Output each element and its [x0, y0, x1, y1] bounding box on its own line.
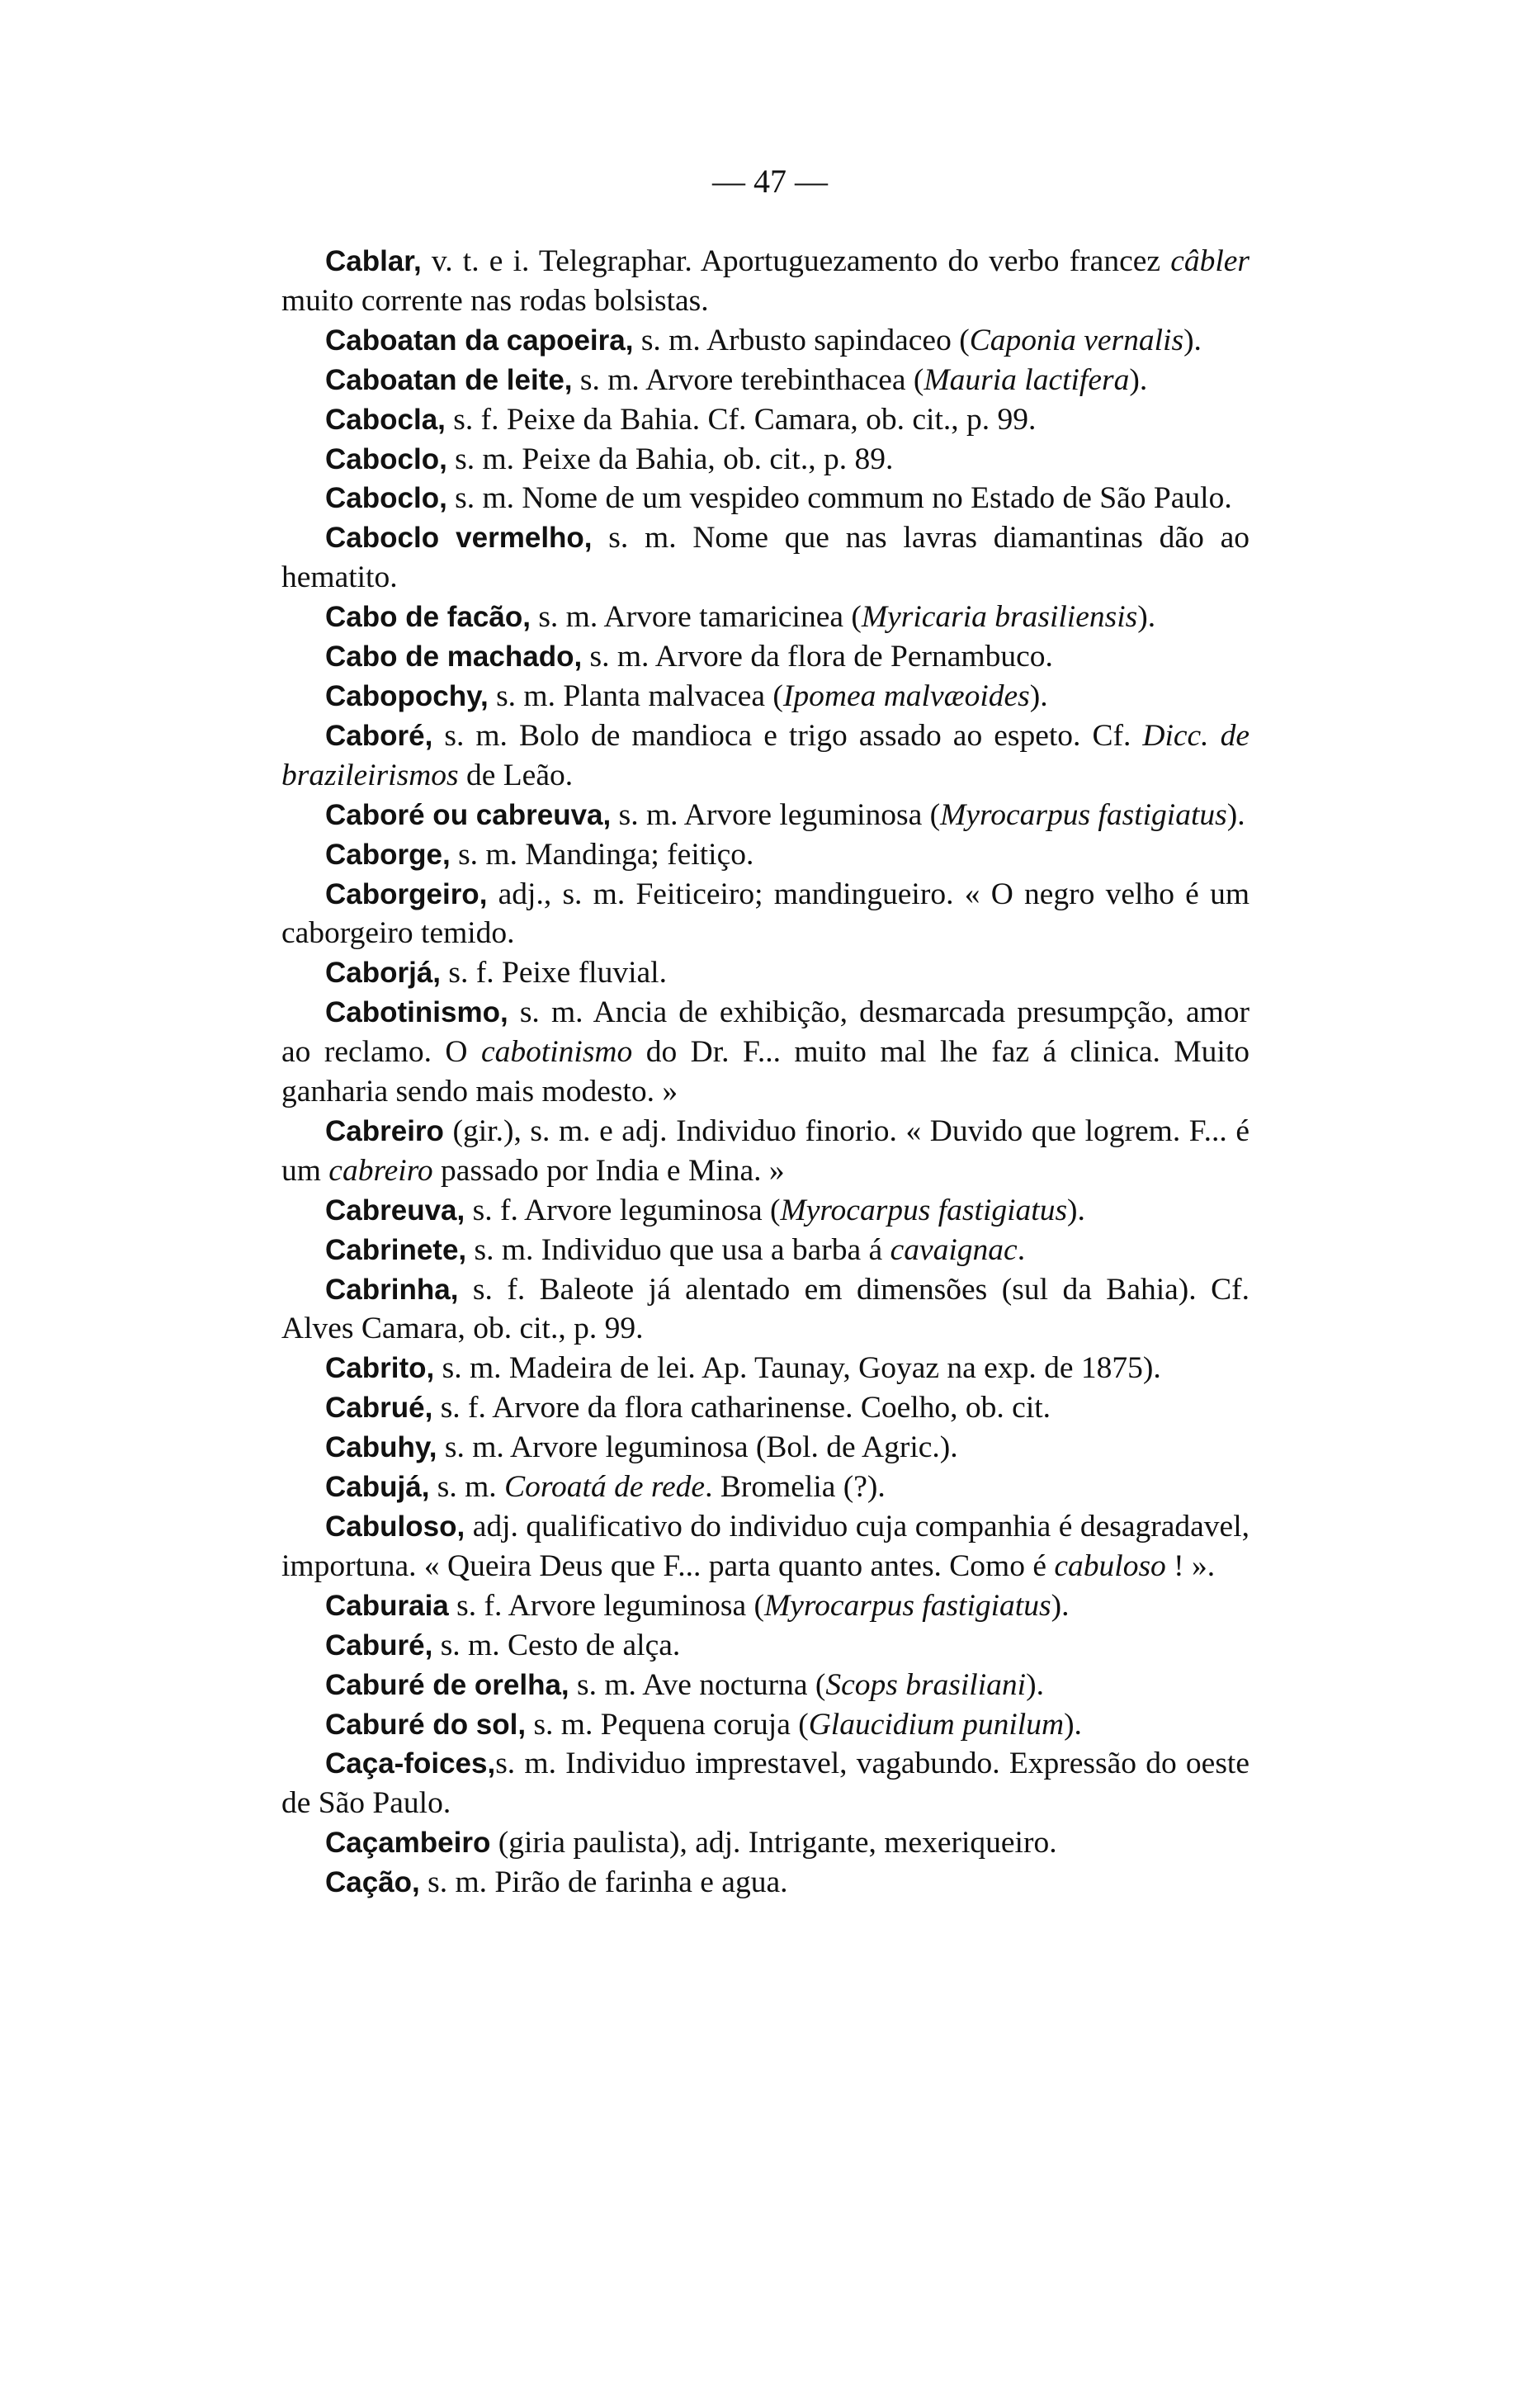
- entry-italic-term: Myrocarpus fastigiatus: [940, 797, 1227, 832]
- entry-definition-text: s. m. Arvore da flora de Pernambuco.: [582, 640, 1053, 674]
- entry-headword: Cabo de facão,: [325, 601, 531, 634]
- entry-italic-term: cabotinismo: [480, 1035, 633, 1070]
- entry-definition-text: passado por India e Mina. »: [432, 1153, 785, 1188]
- dictionary-entry: [281, 1586, 1249, 1626]
- entry-italic-term: Caponia vernalis: [969, 323, 1184, 357]
- entry-headword: Cação,: [325, 1866, 420, 1899]
- dictionary-entry: [281, 993, 1249, 1112]
- entry-headword: Caçambeiro: [325, 1827, 491, 1860]
- entry-definition-text: v. t. e i. Telegraphar. Aportuguezamento do verbo francez: [421, 244, 1171, 278]
- entry-italic-term: Ipomea malvæoides: [782, 678, 1030, 713]
- dictionary-entry: [281, 953, 1249, 993]
- dictionary-entry: [281, 440, 1249, 480]
- entry-headword: Caboclo,: [325, 442, 447, 475]
- entry-definition-text: (giria paulista), adj. Intrigante, mexeriqueiro.: [490, 1826, 1057, 1860]
- entry-italic-term: Myrocarpus fastigiatus: [780, 1193, 1068, 1227]
- entry-headword: Caboatan da capoeira,: [325, 324, 634, 357]
- entry-definition-text: ).: [1129, 362, 1148, 397]
- entry-definition-text: ).: [1226, 797, 1245, 832]
- dictionary-entry: [281, 1823, 1249, 1863]
- entry-definition-text: .: [1017, 1232, 1026, 1267]
- entry-headword: Cabreuva,: [325, 1194, 465, 1227]
- entry-italic-term: Coroatá de rede: [504, 1470, 706, 1505]
- entry-definition-text: s. f. Arvore leguminosa (: [465, 1193, 781, 1227]
- dictionary-entry: [281, 1349, 1249, 1388]
- dictionary-entry: [281, 1270, 1249, 1350]
- entry-definition-text: s. m. Nome que nas lavras diamantinas dão ao hematito.: [281, 521, 1249, 595]
- entry-italic-term: cavaignac: [890, 1232, 1018, 1267]
- entry-italic-term: Glaucidium punilum: [808, 1707, 1065, 1742]
- dictionary-entry: [281, 321, 1249, 361]
- entry-definition-text: ).: [1051, 1588, 1070, 1623]
- entry-definition-text: s. m. Individuo imprestavel, vagabundo. Expressão do oeste de São Paulo.: [281, 1747, 1249, 1821]
- entry-definition-text: do Dr. F... muito mal lhe faz á clinica. Muito ganharia sendo mais modesto. »: [281, 1035, 1249, 1109]
- entry-headword: Caça-foices,: [325, 1747, 496, 1780]
- entry-definition-text: s. m. Madeira de lei. Ap. Taunay, Goyaz na exp. de 1875).: [434, 1351, 1161, 1386]
- dictionary-entry: [281, 242, 1249, 321]
- dictionary-entry: [281, 677, 1249, 716]
- dictionary-entry: [281, 835, 1249, 875]
- entry-italic-term: Mauria lactifera: [924, 362, 1130, 397]
- entry-headword: Caburé,: [325, 1629, 433, 1662]
- dictionary-entry: [281, 518, 1249, 598]
- entry-definition-text: s. m. Ancia de exhibição, desmarcada presumpção, amor ao reclamo. O: [281, 995, 1249, 1070]
- entry-definition-text: s. m. Arvore leguminosa (: [611, 797, 941, 832]
- entry-italic-term: câbler: [1170, 244, 1249, 278]
- entry-headword: Cabocla,: [325, 403, 446, 436]
- entry-definition-text: s. m. Pirão de farinha e agua.: [419, 1865, 788, 1900]
- entry-headword: Cabrué,: [325, 1392, 433, 1425]
- entry-definition-text: adj. qualificativo do individuo cuja companhia é desagradavel, importuna. « Queira Deus que F... parta quanto antes. Como é: [281, 1510, 1249, 1583]
- dictionary-entry: [281, 1744, 1249, 1823]
- entry-definition-text: s. m. Pequena coruja (: [526, 1707, 809, 1742]
- dictionary-entry: [281, 796, 1249, 835]
- entry-definition-text: s. m. Individuo que usa a barba á: [466, 1232, 890, 1267]
- entry-definition-text: s. m.: [429, 1470, 505, 1505]
- entry-italic-term: Dicc. de brazileirismos: [281, 718, 1249, 792]
- entry-definition-text: adj., s. m. Feiticeiro; mandingueiro. « O negro velho é um caborgeiro temido.: [281, 877, 1249, 951]
- entry-definition-text: muito corrente nas rodas bolsistas.: [281, 283, 709, 318]
- dictionary-entry: [281, 400, 1249, 440]
- page-number: — 47 —: [712, 163, 828, 200]
- entry-headword: Caburé do sol,: [325, 1708, 527, 1741]
- entry-headword: Cabrito,: [325, 1352, 435, 1385]
- entry-italic-term: cabreiro: [328, 1153, 433, 1188]
- entry-definition-text: ).: [1183, 323, 1202, 357]
- dictionary-entry: [281, 716, 1249, 796]
- entry-definition-text: ).: [1067, 1193, 1085, 1227]
- entry-definition-text: ).: [1026, 1667, 1044, 1702]
- entry-definition-text: s. f. Baleote já alentado em dimensões (sul da Bahia). Cf. Alves Camara, ob. cit., p. 99.: [281, 1272, 1249, 1346]
- dictionary-entry: [281, 1705, 1249, 1745]
- dictionary-entry: [281, 1863, 1249, 1903]
- entry-definition-text: s. f. Peixe da Bahia. Cf. Camara, ob. cit., p. 99.: [445, 402, 1037, 437]
- entry-definition-text: s. m. Peixe da Bahia, ob. cit., p. 89.: [446, 442, 894, 476]
- entry-italic-term: cabuloso: [1054, 1548, 1166, 1583]
- dictionary-entry: [281, 1191, 1249, 1231]
- entry-headword: Caboclo,: [325, 482, 447, 515]
- entry-definition-text: s. f. Arvore da flora catharinense. Coelho, ob. cit.: [432, 1391, 1051, 1425]
- entry-headword: Caborge,: [325, 838, 451, 871]
- entry-definition-text: s. m. Cesto de alça.: [432, 1628, 681, 1662]
- dictionary-entry: [281, 1666, 1249, 1705]
- entry-italic-term: Scops brasiliani: [825, 1667, 1027, 1702]
- dictionary-entry: [281, 1112, 1249, 1191]
- entry-definition-text: (gir.), s. m. e adj. Individuo finorio. « Duvido que logrem. F... é um: [281, 1113, 1249, 1188]
- entry-definition-text: s. m. Bolo de mandioca e trigo assado ao espeto. Cf.: [432, 718, 1143, 753]
- entry-definition-text: ).: [1064, 1707, 1082, 1742]
- entry-headword: Cabopochy,: [325, 679, 489, 712]
- entry-headword: Cabuloso,: [325, 1510, 465, 1543]
- entry-definition-text: s. m. Planta malvacea (: [488, 678, 783, 713]
- dictionary-entry: [281, 1231, 1249, 1270]
- dictionary-entry: [281, 361, 1249, 400]
- dictionary-entry: [281, 598, 1249, 637]
- dictionary-entry: [281, 637, 1249, 677]
- entry-definition-text: ).: [1029, 678, 1048, 713]
- entry-definition-text: de Leão.: [458, 758, 574, 792]
- entry-definition-text: s. m. Arvore terebinthacea (: [572, 362, 924, 397]
- dictionary-entry: [281, 1626, 1249, 1666]
- entry-italic-term: Myrocarpus fastigiatus: [764, 1588, 1051, 1623]
- entry-definition-text: . Bromelia (?).: [705, 1470, 886, 1505]
- entry-headword: Caburé de orelha,: [325, 1668, 569, 1701]
- entry-definition-text: s. m. Mandinga; feitiço.: [450, 837, 754, 872]
- entry-headword: Caborgeiro,: [325, 877, 488, 910]
- entry-headword: Cabrinete,: [325, 1233, 467, 1266]
- entry-headword: Cabujá,: [325, 1471, 430, 1504]
- entry-headword: Caboclo vermelho,: [325, 522, 593, 555]
- dictionary-column: [281, 242, 1249, 1903]
- dictionary-entry: [281, 1388, 1249, 1428]
- entry-italic-term: Myricaria brasiliensis: [861, 600, 1138, 635]
- entry-definition-text: ).: [1137, 600, 1156, 635]
- entry-headword: Caborjá,: [325, 957, 442, 990]
- entry-definition-text: s. f. Peixe fluvial.: [441, 956, 667, 990]
- entry-headword: Cabo de machado,: [325, 641, 583, 674]
- entry-definition-text: s. m. Ave nocturna (: [569, 1667, 826, 1702]
- entry-headword: Cablar,: [325, 245, 422, 277]
- entry-definition-text: s. m. Arvore leguminosa (Bol. de Agric.).: [437, 1430, 958, 1465]
- entry-headword: Cabuhy,: [325, 1431, 437, 1464]
- entry-definition-text: s. m. Arvore tamaricinea (: [530, 600, 862, 635]
- entry-definition-text: s. f. Arvore leguminosa (: [448, 1588, 764, 1623]
- entry-headword: Caboré,: [325, 719, 433, 752]
- dictionary-entry: [281, 479, 1249, 518]
- dictionary-entry: [281, 1507, 1249, 1586]
- entry-definition-text: s. m. Nome de um vespideo commum no Estado de São Paulo.: [446, 481, 1232, 516]
- entry-definition-text: s. m. Arbusto sapindaceo (: [633, 323, 970, 357]
- entry-headword: Cabreiro: [325, 1114, 444, 1147]
- entry-headword: Caburaia: [325, 1589, 449, 1622]
- entry-headword: Caboré ou cabreuva,: [325, 798, 612, 831]
- entry-headword: Caboatan de leite,: [325, 363, 573, 396]
- dictionary-entry: [281, 1468, 1249, 1507]
- entry-definition-text: ! ».: [1165, 1548, 1216, 1583]
- dictionary-entry: [281, 1428, 1249, 1468]
- dictionary-entry: [281, 875, 1249, 954]
- entry-headword: Cabotinismo,: [325, 996, 508, 1029]
- entry-headword: Cabrinha,: [325, 1273, 459, 1306]
